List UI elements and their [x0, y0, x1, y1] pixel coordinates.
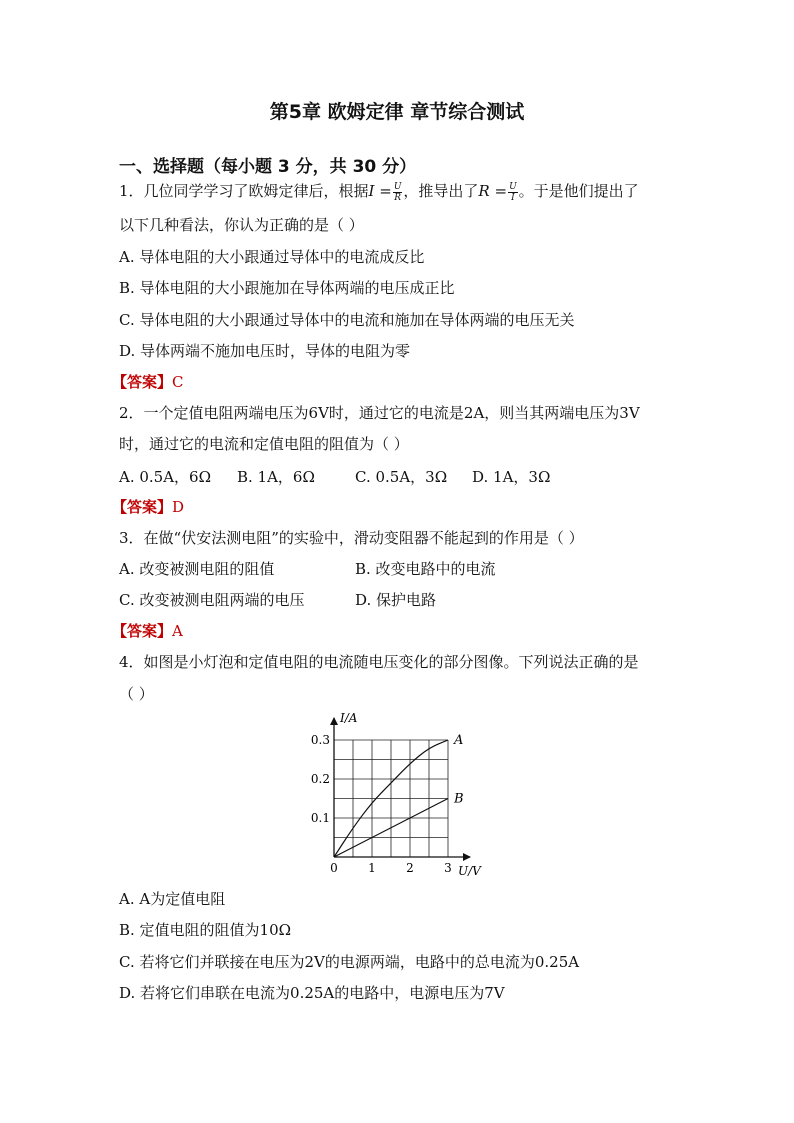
q1-answer-value: C	[172, 373, 184, 391]
q4-option-a: A. A为定值电阻	[119, 890, 226, 908]
q1-formula2-lhs: R =	[478, 182, 508, 200]
q2-answer-value: D	[172, 498, 185, 516]
x-tick-label: 2	[406, 861, 414, 875]
q1-formula1-den: R	[394, 192, 401, 203]
q1-formula2-den: I	[511, 192, 515, 203]
q1-stem-post: 。于是他们提出了	[518, 182, 639, 200]
y-tick-label: 0.1	[310, 811, 330, 825]
q1-option-b: B. 导体电阻的大小跟施加在导体两端的电压成正比	[119, 279, 455, 297]
q2-stem-line1: 2．一个定值电阻两端电压为6V时，通过它的电流是2A，则当其两端电压为3V	[119, 404, 640, 422]
y-tick-label: 0.2	[310, 772, 330, 786]
q1-formula1-lhs: I =	[368, 182, 392, 200]
series-label-B: B	[454, 791, 464, 807]
q3-option-c: C. 改变被测电阻两端的电压	[119, 591, 305, 609]
q3-option-d: D. 保护电路	[355, 591, 437, 609]
x-tick-label: 1	[368, 861, 376, 875]
q3-option-b: B. 改变电路中的电流	[355, 560, 496, 578]
series-label-A: A	[454, 733, 464, 748]
q2-option-b: B. 1A，6Ω	[237, 468, 315, 486]
q4-stem-line1: 4．如图是小灯泡和定值电阻的电流随电压变化的部分图像。下列说法正确的是	[119, 653, 639, 671]
q1-formula2-fraction	[508, 182, 518, 203]
q3-answer	[112, 620, 183, 641]
q2-stem-line2: 时，通过它的电流和定值电阻的阻值为（ ）	[119, 435, 409, 453]
q2-option-d: D. 1A，3Ω	[472, 468, 551, 486]
q1-formula1-fraction	[393, 182, 403, 203]
q1-stem-pre: 1．几位同学学习了欧姆定律后，根据	[119, 182, 369, 200]
answer-label: 【答案】	[112, 498, 173, 516]
q4-option-b: B. 定值电阻的阻值为10Ω	[119, 921, 292, 939]
y-tick-label: 0.3	[310, 733, 330, 747]
y-axis-label: I/A	[340, 711, 358, 725]
q1-option-a: A. 导体电阻的大小跟通过导体中的电流成反比	[119, 248, 425, 266]
x-axis-label: U/V	[458, 864, 481, 878]
q4-option-c: C. 若将它们并联接在电压为2V的电源两端，电路中的总电流为0.25A	[119, 953, 580, 971]
chart-grid	[334, 740, 448, 857]
q1-formula1-num: U	[393, 181, 402, 192]
section-heading: 一、选择题（每小题 3 分，共 30 分）	[119, 157, 417, 177]
q4-stem-line2: （ ）	[119, 685, 154, 703]
q1-formula2-num: U	[509, 181, 517, 192]
q1-stem-line1	[119, 180, 639, 203]
page-title: 第5章 欧姆定律 章节综合测试	[269, 101, 525, 123]
answer-label: 【答案】	[112, 622, 173, 640]
q2-option-a: A. 0.5A，6Ω	[119, 468, 212, 486]
q3-option-a: A. 改变被测电阻的阻值	[119, 560, 275, 578]
q3-stem-line1: 3．在做“伏安法测电阻”的实验中，滑动变阻器不能起到的作用是（ ）	[119, 529, 584, 547]
q1-option-d: D. 导体两端不施加电压时，导体的电阻为零	[119, 342, 411, 360]
q1-stem-mid: ，推导出了	[403, 182, 479, 200]
q1-answer	[112, 371, 184, 392]
q4-option-d: D. 若将它们串联在电流为0.25A的电路中，电源电压为7V	[119, 984, 505, 1002]
q3-answer-value: A	[172, 622, 183, 640]
x-tick-label: 0	[330, 861, 338, 875]
q1-option-c: C. 导体电阻的大小跟通过导体中的电流和施加在导体两端的电压无关	[119, 311, 575, 329]
x-tick-label: 3	[444, 861, 452, 875]
answer-label: 【答案】	[112, 373, 173, 391]
iv-chart	[290, 702, 510, 884]
q2-answer	[112, 496, 184, 517]
q1-stem-line2: 以下几种看法，你认为正确的是（ ）	[119, 216, 364, 234]
q2-option-c: C. 0.5A，3Ω	[355, 468, 448, 486]
